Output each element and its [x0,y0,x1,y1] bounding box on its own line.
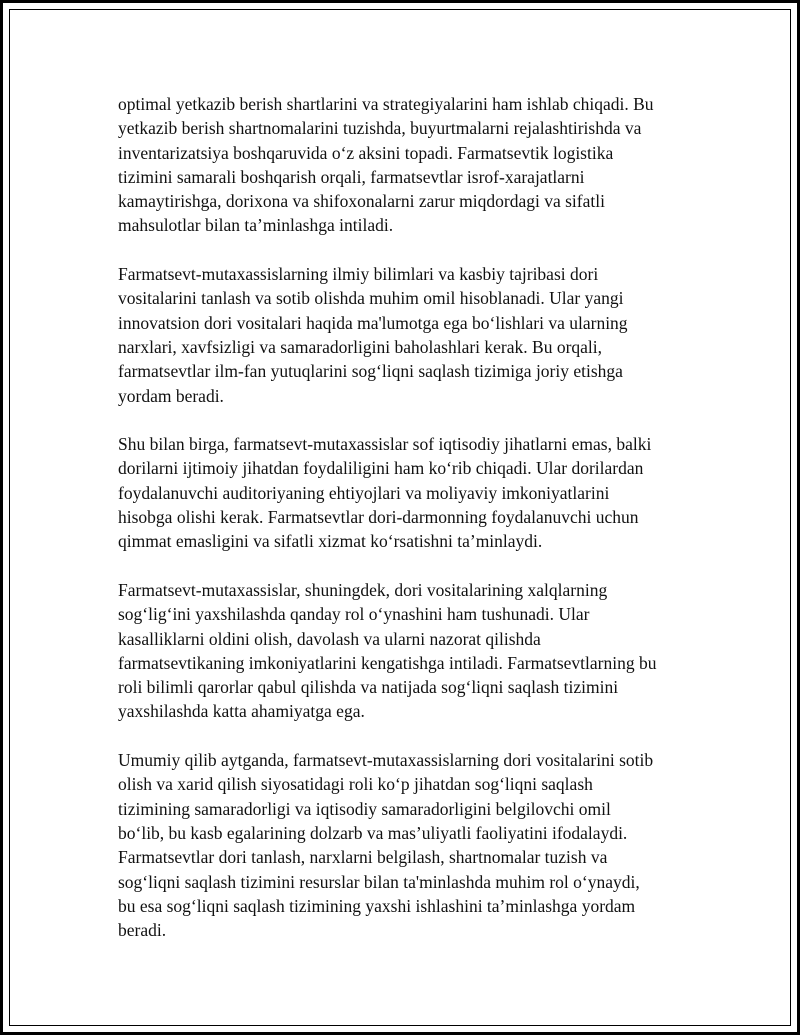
text-line: kamaytirishga, dorixona va shifoxonalarni zarur miqdordagi va sifatli [118,191,605,212]
text-line: yetkazib berish shartnomalarini tuzishda, buyurtmalarni rejalashtirishda va [118,118,642,139]
text-line: yordam beradi. [118,385,224,406]
text-line: kasalliklarni oldini olish, davolash va ularni nazorat qilishda [118,628,541,649]
text-line: yaxshilashda katta ahamiyatga ega. [118,701,365,722]
text-line: bo‘lib, bu kasb egalarining dolzarb va mas’uliyatli faoliyatini ifodalaydi. [118,822,628,843]
paragraph-5 [118,748,718,942]
text-line: Shu bilan birga, farmatsevt-mutaxassislar sof iqtisodiy jihatlarni emas, balki [118,434,652,455]
paragraph-1 [118,92,718,238]
paragraph-2 [118,262,718,408]
text-line: innovatsion dori vositalari haqida ma'lumotga ega bo‘lishlari va ularning [118,312,628,333]
text-line: Umumiy qilib aytganda, farmatsevt-mutaxassislarning dori vositalarini sotib [118,750,654,771]
text-line: foydalanuvchi auditoriyaning ehtiyojlari va moliyaviy imkoniyatlarini [118,482,610,503]
text-line: roli bilimli qarorlar qabul qilishda va natijada sog‘liqni saqlash tizimini [118,677,619,698]
text-line: Farmatsevt-mutaxassislar, shuningdek, dori vositalarining xalqlarning [118,579,608,600]
document-body [118,92,718,967]
text-line: hisobga olishi kerak. Farmatsevtlar dori-darmonning foydalanuvchi uchun [118,507,639,528]
text-line: vositalarini tanlash va sotib olishda muhim omil hisoblanadi. Ular yangi [118,288,624,309]
text-line: bu esa sog‘liqni saqlash tizimining yaxshi ishlashini ta’minlashga yordam [118,895,636,916]
text-line: mahsulotlar bilan ta’minlashga intiladi. [118,215,394,236]
text-line: narxlari, xavfsizligi va samaradorligini baholashlari kerak. Bu orqali, [118,336,603,357]
text-line: qimmat emasligini va sifatli xizmat ko‘rsatishni ta’minlaydi. [118,531,543,552]
text-line: sog‘lig‘ini yaxshilashda qanday rol o‘ynashini ham tushunadi. Ular [118,604,590,625]
text-line: inventarizatsiya boshqaruvida o‘z aksini topadi. Farmatsevtik logistika [118,142,614,163]
text-line: farmatsevtlar ilm-fan yutuqlarini sog‘liqni saqlash tizimiga joriy etishga [118,361,623,382]
paragraph-4 [118,578,718,724]
text-line: olish va xarid qilish siyosatidagi roli ko‘p jihatdan sog‘liqni saqlash [118,774,593,795]
text-line: Farmatsevt-mutaxassislarning ilmiy bilimlari va kasbiy tajribasi dori [118,264,599,285]
text-line: Farmatsevtlar dori tanlash, narxlarni belgilash, shartnomalar tuzish va [118,847,608,868]
text-line: tizimining samaradorligi va iqtisodiy samaradorligini belgilovchi omil [118,798,611,819]
text-line: beradi. [118,920,167,941]
paragraph-3 [118,432,718,553]
text-line: dorilarni ijtimoiy jihatdan foydaliligini ham ko‘rib chiqadi. Ular dorilardan [118,458,644,479]
text-line: optimal yetkazib berish shartlarini va strategiyalarini ham ishlab chiqadi. Bu [118,94,654,114]
text-line: tizimini samarali boshqarish orqali, farmatsevtlar isrof-xarajatlarni [118,166,585,187]
text-line: farmatsevtikaning imkoniyatlarini kengatishga intiladi. Farmatsevtlarning bu [118,652,657,673]
text-line: sog‘liqni saqlash tizimini resurslar bilan ta'minlashda muhim rol o‘ynaydi, [118,871,640,892]
